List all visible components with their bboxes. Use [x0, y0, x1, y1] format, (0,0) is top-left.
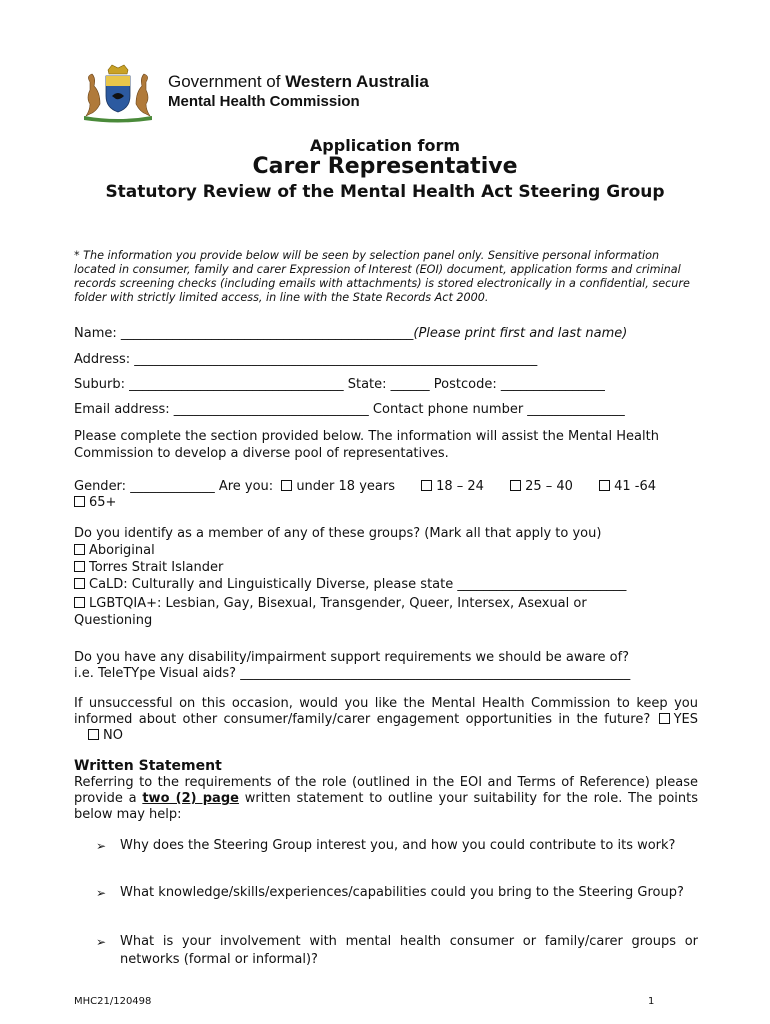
checkbox-icon[interactable] [659, 713, 670, 724]
group-option-label: CaLD: Culturally and Linguistically Diverse, please state __________________________ [89, 577, 627, 592]
statement-prompt-1 [96, 837, 698, 855]
page-number: 1 [648, 996, 655, 1007]
page-count-emphasis: two (2) page [142, 791, 239, 806]
age-option-under-18[interactable] [281, 479, 395, 494]
checkbox-icon[interactable] [599, 480, 610, 491]
keep-informed-question [74, 696, 698, 744]
age-option-65-plus[interactable] [74, 495, 116, 510]
commission-name: Mental Health Commission [168, 93, 360, 110]
checkbox-icon[interactable] [74, 597, 85, 608]
written-statement-intro-before: Referring to the requirements of the role (outlined in the EOI and Terms of Reference) please provide a [74, 775, 698, 806]
statement-prompt-text: Why does the Steering Group interest you, and how you could contribute to its work? [120, 838, 676, 853]
age-option-label: under 18 years [296, 479, 395, 494]
statement-prompt-text: What is your involvement with mental health consumer or family/carer groups or networks (formal or informal)? [120, 934, 698, 967]
statement-prompt-3 [96, 933, 698, 969]
email-phone-field[interactable]: Email address: ______________________________ Contact phone number _______________ [74, 402, 625, 417]
yes-label: YES [673, 712, 698, 727]
gender-field[interactable]: Gender: _____________ Are you: [74, 479, 274, 494]
written-statement-intro-after: written statement to outline your suitability for the role. The points below may help: [74, 791, 699, 822]
checkbox-icon[interactable] [421, 480, 432, 491]
name-field[interactable] [74, 326, 627, 341]
group-option-label: Aboriginal [89, 543, 155, 558]
gender-age-row [74, 479, 656, 494]
age-option-25-40[interactable] [510, 479, 573, 494]
form-title: Carer Representative [252, 154, 518, 179]
checkbox-icon[interactable] [510, 480, 521, 491]
government-header [72, 62, 462, 126]
arrow-bullet-icon: ➢ [96, 886, 107, 900]
checkbox-icon[interactable] [74, 578, 85, 589]
disability-aids-field[interactable]: i.e. TeleTYpe Visual aids? ____________________________________________________________ [74, 666, 631, 681]
document-reference: MHC21/120498 [74, 996, 152, 1007]
keep-informed-no[interactable] [88, 728, 123, 743]
statement-prompt-2 [96, 884, 698, 902]
arrow-bullet-icon: ➢ [96, 839, 107, 853]
age-option-18-24[interactable] [421, 479, 484, 494]
age-option-label: 18 – 24 [436, 479, 484, 494]
section-instructions: Please complete the section provided below. The information will assist the Mental Health Commission to develop a diverse pool of representatives. [74, 429, 659, 461]
disability-question: Do you have any disability/impairment support requirements we should be aware of? [74, 650, 630, 665]
suburb-state-postcode-field[interactable]: Suburb: _________________________________ State: ______ Postcode: ________________ [74, 377, 605, 392]
group-option-cald[interactable] [74, 577, 626, 592]
steering-group-title: Statutory Review of the Mental Health Act Steering Group [105, 182, 665, 202]
keep-informed-text: If unsuccessful on this occasion, would you like the Mental Health Commission to keep you informed about other consumer/family/carer engagement opportunities in the future? [74, 696, 698, 727]
group-option-lgbtqia-continued: Questioning [74, 613, 153, 628]
form-subtitle: Application form [309, 136, 461, 155]
group-option-label: LGBTQIA+: Lesbian, Gay, Bisexual, Transgender, Queer, Intersex, Asexual or [89, 596, 587, 611]
written-statement-heading: Written Statement [74, 758, 222, 774]
group-option-aboriginal[interactable] [74, 543, 155, 558]
privacy-notice: * The information you provide below will be seen by selection panel only. Sensitive personal information located in consumer, family and carer Expression of Interest (EOI) document, application forms and criminal records screening checks (including emails with attachments) is stored electronically in a confidential, secure folder with strictly limited access, in line with the State Records Act 2000. [74, 249, 690, 304]
arrow-bullet-icon: ➢ [96, 935, 107, 949]
age-option-label: 65+ [89, 495, 117, 510]
groups-question: Do you identify as a member of any of these groups? (Mark all that apply to you) [74, 526, 602, 541]
no-label: NO [103, 728, 123, 743]
checkbox-icon[interactable] [88, 729, 99, 740]
state-name: Western Australia [285, 72, 429, 91]
checkbox-icon[interactable] [74, 544, 85, 555]
written-statement-intro [74, 775, 698, 823]
statement-prompt-text: What knowledge/skills/experiences/capabilities could you bring to the Steering Group? [120, 885, 684, 900]
name-field-label: Name: _____________________________________________ [74, 326, 414, 341]
group-option-torres-strait[interactable] [74, 560, 223, 575]
age-option-41-64[interactable] [599, 479, 656, 494]
government-name [168, 72, 429, 92]
age-option-label: 41 -64 [614, 479, 657, 494]
keep-informed-yes[interactable] [657, 712, 698, 727]
age-option-label: 25 – 40 [525, 479, 573, 494]
checkbox-icon[interactable] [74, 496, 85, 507]
name-field-hint: (Please print first and last name) [413, 326, 628, 341]
government-prefix: Government of [168, 72, 281, 91]
checkbox-icon[interactable] [74, 561, 85, 572]
coat-of-arms-logo [72, 62, 164, 124]
checkbox-icon[interactable] [281, 480, 292, 491]
address-field[interactable]: Address: ______________________________________________________________ [74, 352, 538, 367]
group-option-label: Torres Strait Islander [89, 560, 224, 575]
group-option-lgbtqia[interactable] [74, 596, 587, 611]
